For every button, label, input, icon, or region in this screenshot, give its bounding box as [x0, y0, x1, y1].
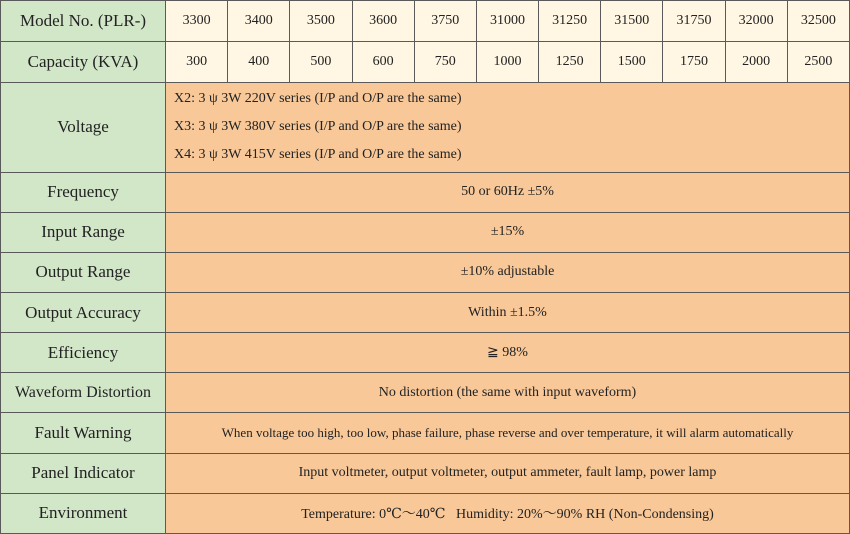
input-range-value: ±15% — [166, 212, 850, 252]
capacity-cell: 2500 — [787, 42, 849, 83]
model-cell: 31000 — [476, 1, 538, 42]
capacity-cell: 400 — [228, 42, 290, 83]
voltage-line-x3: X3: 3 ψ 3W 380V series (I/P and O/P are the same) — [174, 119, 462, 135]
model-cell: 32000 — [725, 1, 787, 42]
capacity-cell: 600 — [352, 42, 414, 83]
output-range-label: Output Range — [1, 252, 166, 292]
capacity-label: Capacity (KVA) — [1, 42, 166, 83]
environment-value: Temperature: 0℃～40℃ Humidity: 20%～90% RH (Non-Condensing) — [166, 493, 850, 533]
capacity-cell: 750 — [414, 42, 476, 83]
model-cell: 3400 — [228, 1, 290, 42]
frequency-label: Frequency — [1, 172, 166, 212]
environment-label: Environment — [1, 493, 166, 533]
fault-warning-value: When voltage too high, too low, phase failure, phase reverse and over temperature, it will alarm automatically — [166, 413, 850, 453]
model-row — [1, 1, 850, 42]
efficiency-label: Efficiency — [1, 333, 166, 373]
model-cell: 3750 — [414, 1, 476, 42]
waveform-distortion-value: No distortion (the same with input waveform) — [166, 373, 850, 413]
voltage-row — [1, 83, 850, 172]
input-range-label: Input Range — [1, 212, 166, 252]
capacity-row — [1, 42, 850, 83]
capacity-cell: 1250 — [539, 42, 601, 83]
output-accuracy-row — [1, 293, 850, 333]
frequency-row — [1, 172, 850, 212]
panel-indicator-value: Input voltmeter, output voltmeter, output ammeter, fault lamp, power lamp — [166, 453, 850, 493]
waveform-distortion-row — [1, 373, 850, 413]
model-cell: 31750 — [663, 1, 725, 42]
output-range-value: ±10% adjustable — [166, 252, 850, 292]
model-label: Model No. (PLR-) — [1, 1, 166, 42]
voltage-line-x4: X4: 3 ψ 3W 415V series (I/P and O/P are the same) — [174, 147, 462, 163]
environment-row — [1, 493, 850, 533]
output-range-row — [1, 252, 850, 292]
output-accuracy-label: Output Accuracy — [1, 293, 166, 333]
voltage-label: Voltage — [1, 83, 166, 172]
capacity-cell: 500 — [290, 42, 352, 83]
model-cell: 31500 — [601, 1, 663, 42]
voltage-value — [166, 83, 850, 172]
fault-warning-row — [1, 413, 850, 453]
capacity-cell: 2000 — [725, 42, 787, 83]
capacity-cell: 300 — [166, 42, 228, 83]
model-cell: 31250 — [539, 1, 601, 42]
model-cell: 3500 — [290, 1, 352, 42]
voltage-line-x2: X2: 3 ψ 3W 220V series (I/P and O/P are the same) — [174, 91, 462, 107]
capacity-cell: 1000 — [476, 42, 538, 83]
efficiency-value: ≧ 98% — [166, 333, 850, 373]
capacity-cell: 1750 — [663, 42, 725, 83]
panel-indicator-row — [1, 453, 850, 493]
panel-indicator-label: Panel Indicator — [1, 453, 166, 493]
frequency-value: 50 or 60Hz ±5% — [166, 172, 850, 212]
input-range-row — [1, 212, 850, 252]
model-cell: 3300 — [166, 1, 228, 42]
capacity-cell: 1500 — [601, 42, 663, 83]
model-cell: 3600 — [352, 1, 414, 42]
efficiency-row — [1, 333, 850, 373]
output-accuracy-value: Within ±1.5% — [166, 293, 850, 333]
model-cell: 32500 — [787, 1, 849, 42]
fault-warning-label: Fault Warning — [1, 413, 166, 453]
waveform-distortion-label: Waveform Distortion — [1, 373, 166, 413]
